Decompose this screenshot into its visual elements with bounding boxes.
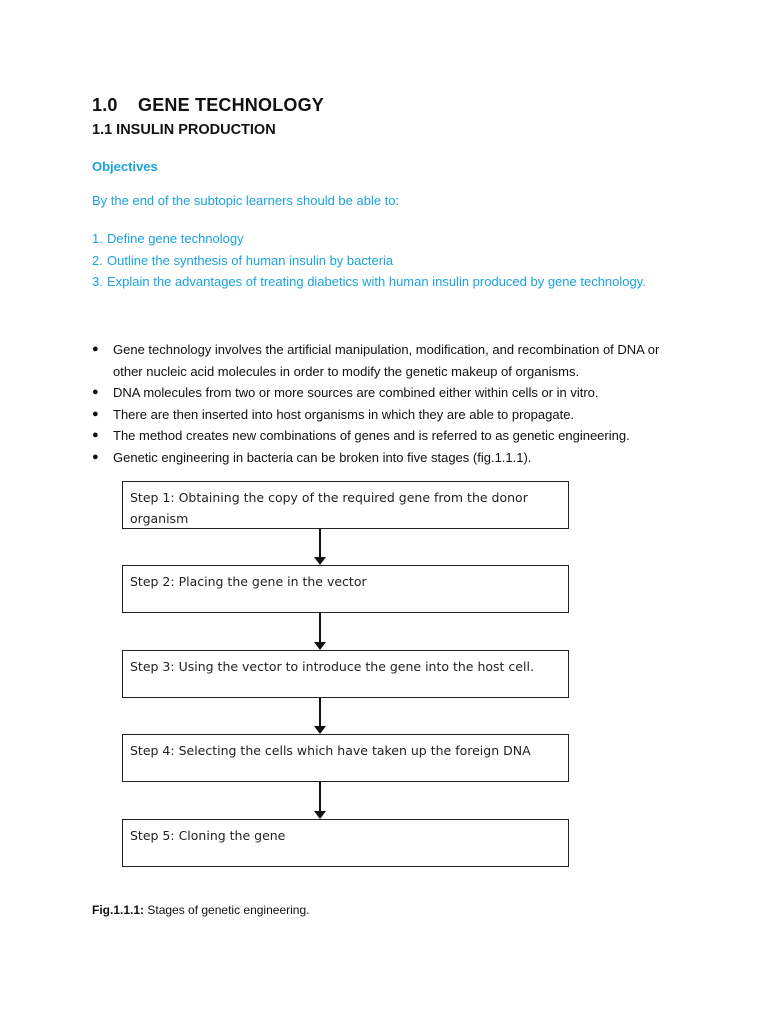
flow-arrow-line bbox=[319, 782, 321, 811]
arrow-down-icon bbox=[314, 811, 326, 819]
arrow-down-icon bbox=[314, 642, 326, 650]
flowchart-step-4: Step 4: Selecting the cells which have taken up the foreign DNA bbox=[122, 734, 569, 782]
bullet-text: The method creates new combinations of genes and is referred to as genetic engineering. bbox=[113, 428, 630, 443]
bullet-dot-icon: ● bbox=[92, 386, 99, 398]
caption-label: Fig.1.1.1: bbox=[92, 903, 145, 917]
caption-text: Stages of genetic engineering. bbox=[144, 903, 310, 917]
bullet-text: Genetic engineering in bacteria can be broken into five stages (fig.1.1.1). bbox=[113, 449, 532, 465]
bullet-dot-icon: ● bbox=[92, 343, 99, 355]
objective-text: Define gene technology bbox=[107, 231, 244, 246]
objective-number: 3. bbox=[92, 274, 103, 289]
objective-text: Outline the synthesis of human insulin by bacteria bbox=[107, 252, 394, 268]
arrow-down-icon bbox=[314, 557, 326, 565]
flowchart-step-5: Step 5: Cloning the gene bbox=[122, 819, 569, 867]
arrow-down-icon bbox=[314, 726, 326, 734]
bullet-item bbox=[92, 425, 682, 447]
objectives-intro: By the end of the subtopic learners should be able to: bbox=[92, 193, 400, 208]
objective-item bbox=[92, 250, 652, 272]
bullet-list bbox=[92, 339, 682, 468]
bullet-dot-icon: ● bbox=[92, 407, 99, 420]
objectives-title: Objectives bbox=[92, 159, 158, 174]
flow-arrow-line bbox=[319, 529, 321, 557]
objective-text: Explain the advantages of treating diabetics with human insulin produced by gene technology. bbox=[107, 274, 646, 289]
bullet-item bbox=[92, 447, 682, 469]
flow-arrow-line bbox=[319, 613, 321, 642]
heading-title: GENE TECHNOLOGY bbox=[138, 95, 325, 115]
objectives-list bbox=[92, 228, 652, 293]
flowchart-step-3: Step 3: Using the vector to introduce the gene into the host cell. bbox=[122, 650, 569, 698]
flow-arrow-line bbox=[319, 698, 321, 726]
objective-number: 1. bbox=[92, 231, 103, 246]
objective-item bbox=[92, 271, 652, 293]
bullet-item bbox=[92, 339, 682, 382]
bullet-dot-icon: ● bbox=[92, 450, 99, 463]
flowchart-step-2: Step 2: Placing the gene in the vector bbox=[122, 565, 569, 613]
bullet-dot-icon: ● bbox=[92, 429, 99, 441]
bullet-item bbox=[92, 404, 682, 426]
figure-caption bbox=[92, 903, 309, 917]
bullet-text: There are then inserted into host organisms in which they are able to propagate. bbox=[113, 406, 575, 422]
bullet-text: DNA molecules from two or more sources are combined either within cells or in vitro. bbox=[113, 385, 599, 400]
flowchart-step-1: Step 1: Obtaining the copy of the required gene from the donor organism bbox=[122, 481, 569, 529]
objective-number: 2. bbox=[92, 252, 103, 268]
objective-item bbox=[92, 228, 652, 250]
sub-heading: 1.1 INSULIN PRODUCTION bbox=[92, 122, 276, 138]
heading-number: 1.0 bbox=[92, 95, 118, 115]
bullet-text: Gene technology involves the artificial manipulation, modification, and recombination of DNA or other nucleic acid molecules in order to modify the genetic makeup of organisms. bbox=[113, 342, 660, 379]
bullet-item bbox=[92, 382, 682, 404]
main-heading bbox=[92, 95, 324, 116]
